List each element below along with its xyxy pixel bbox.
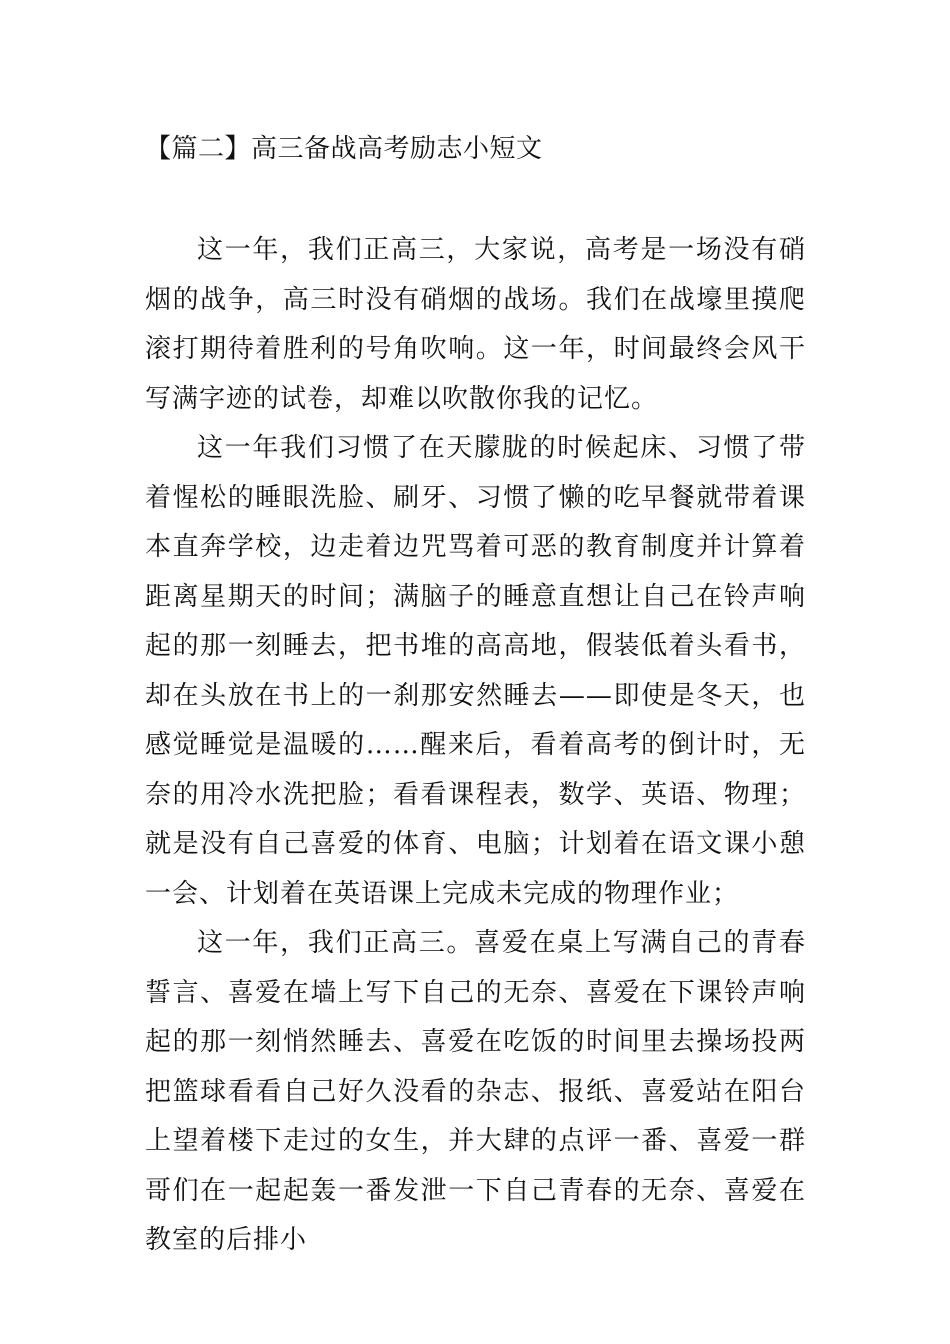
paragraph-1: 这一年，我们正高三，大家说，高考是一场没有硝烟的战争，高三时没有硝烟的战场。我们在战壕里摸爬滚打期待着胜利的号角吹响。这一年，时间最终会风干写满字迹的试卷，却难以吹散你我的记忆。 [145, 235, 806, 414]
document-body [145, 226, 806, 1266]
paragraph-3: 这一年，我们正高三。喜爱在桌上写满自己的青春誓言、喜爱在墙上写下自己的无奈、喜爱在下课铃声响起的那一刻悄然睡去、喜爱在吃饭的时间里去操场投两把篮球看看自己好久没看的杂志、报纸、喜爱站在阳台上望着楼下走过的女生，并大肆的点评一番、喜爱一群哥们在一起起轰一番发泄一下自己青春的无奈、喜爱在教室的后排小 [145, 928, 806, 1255]
document-title: 【篇二】高三备战高考励志小短文 [145, 134, 543, 164]
paragraph-2: 这一年我们习惯了在天朦胧的时候起床、习惯了带着惺松的睡眼洗脸、刷牙、习惯了懒的吃早餐就带着课本直奔学校，边走着边咒骂着可恶的教育制度并计算着距离星期天的时间；满脑子的睡意直想让自己在铃声响起的那一刻睡去，把书堆的高高地，假装低着头看书，却在头放在书上的一刹那安然睡去——即使是冬天，也感觉睡觉是温暖的……醒来后，看着高考的倒计时，无奈的用冷水洗把脸；看看课程表，数学、英语、物理；就是没有自己喜爱的体育、电脑；计划着在语文课小憩一会、计划着在英语课上完成未完成的物理作业； [145, 433, 806, 909]
